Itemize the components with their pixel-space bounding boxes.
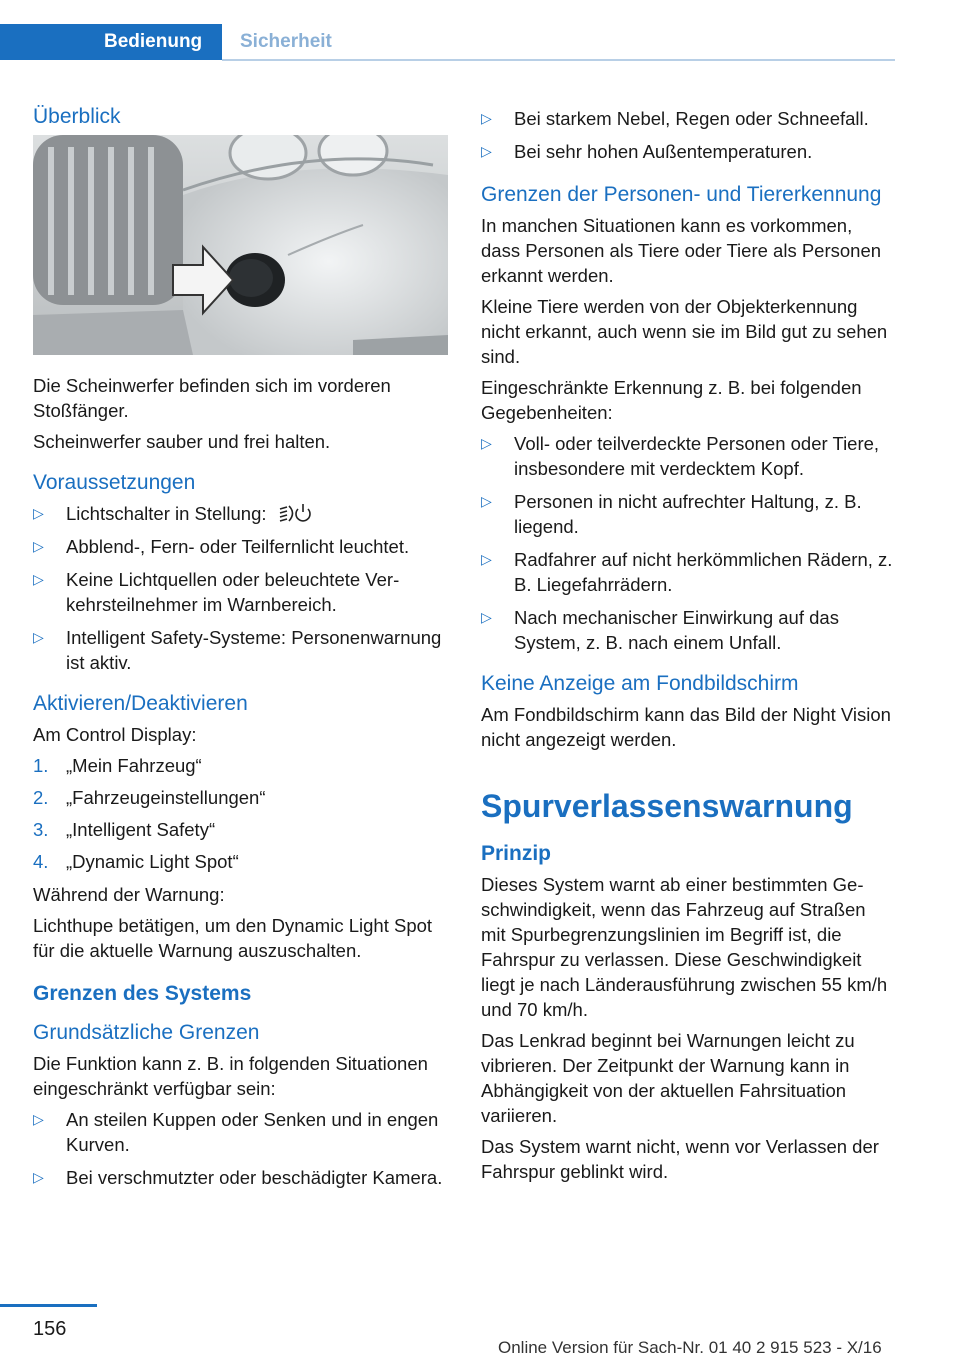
list-item: ▷ Lichtschalter in Stellung: [33, 501, 450, 526]
principle-heading: Prinzip [481, 842, 552, 865]
bullet-icon: ▷ [481, 551, 492, 567]
list-item: 4. „Dynamic Light Spot“ [33, 851, 239, 872]
overview-paragraph-2: Scheinwerfer sauber und frei halten. [33, 431, 331, 452]
principle-paragraph-1: Dieses System warnt ab einer bestimmten Geschwindigkeit, wenn das Fahrzeug auf Straßen mit Spurbegrenzungslinien im Begriff ist, die Fahrspur zu verlassen. Diese Geschwindigkeit liegt je nach Länderausführung zwischen 55 km/h und 70 km/h. [481, 874, 888, 1020]
person-paragraph-1: In manchen Situationen kann es vorkommen, dass Personen als Tiere oder Tiere als Personen erkannt werden. [481, 215, 882, 286]
list-item: ▷ Bei sehr hohen Außentemperaturen. [481, 141, 813, 162]
list-item: 2. „Fahrzeugeinstellungen“ [33, 787, 266, 808]
basic-limits-list-continued [481, 106, 895, 164]
tab-sicherheit[interactable]: Sicherheit [240, 31, 332, 52]
principle-paragraph-2: Das Lenkrad beginnt bei Warnungen leicht zu vibrieren. Der Zeitpunkt der Warnung kann in Abhängigkeit von der aktuellen Fahrsituation variieren. [481, 1030, 855, 1126]
tab-underline [222, 59, 895, 61]
page-number: 156 [33, 1318, 67, 1340]
online-version-note: Online Version für Sach-Nr. 01 40 2 915 523 - X/16 [498, 1338, 882, 1357]
warning-paragraph-2: Lichthupe betätigen, um den Dynamic Light Spot für die aktuelle Warnung auszuschalten. [33, 915, 433, 961]
list-item: ▷ Voll- oder teilverdeckte Personen oder Tiere, insbesondere mit verdecktem Kopf. [481, 433, 880, 479]
bullet-icon: ▷ [33, 505, 44, 521]
person-paragraph-3: Eingeschränkte Erkennung z. B. bei folgenden Gegebenheiten: [481, 377, 862, 423]
basic-limits-list [33, 1107, 450, 1190]
footer-rule [0, 1304, 97, 1307]
bullet-icon: ▷ [481, 143, 492, 159]
bullet-icon: ▷ [33, 1169, 44, 1185]
activate-intro: Am Control Display: [33, 724, 197, 745]
requirements-list [33, 501, 450, 675]
overview-paragraph-1: Die Scheinwerfer befinden sich im vorderen Stoßfänger. [33, 375, 391, 421]
list-item: ▷ Nach mechanischer Einwirkung auf das System, z. B. nach einem Unfall. [481, 607, 839, 653]
requirements-heading: Voraussetzungen [33, 471, 196, 494]
bullet-icon: ▷ [33, 629, 44, 645]
bullet-icon: ▷ [481, 493, 492, 509]
basic-limits-paragraph: Die Funktion kann z. B. in folgenden Situationen eingeschränkt verfügbar sein: [33, 1053, 428, 1099]
bullet-icon: ▷ [481, 435, 492, 451]
bullet-icon: ▷ [481, 609, 492, 625]
person-paragraph-2: Kleine Tiere werden von der Objekterkennung nicht erkannt, auch wenn sie im Bild gut zu sehen sind. [481, 296, 888, 367]
overview-heading: Überblick [33, 105, 121, 128]
list-item: 1. „Mein Fahrzeug“ [33, 755, 202, 776]
chapter-tabs [0, 24, 895, 62]
bullet-icon: ▷ [33, 571, 44, 587]
list-item: ▷ Abblend-, Fern- oder Teilfernlicht leuchtet. [33, 536, 410, 557]
limits-heading: Grenzen des Systems [33, 982, 252, 1005]
basic-limits-heading: Grundsätzliche Grenzen [33, 1021, 260, 1044]
list-item: ▷ Keine Lichtquellen oder beleuchtete Verkehrsteilnehmer im Warnbereich. [33, 569, 400, 615]
bullet-icon: ▷ [33, 538, 44, 554]
person-limits-list [481, 431, 895, 655]
left-column [33, 96, 450, 1198]
bmw-front-bumper-headlight-photo [33, 135, 448, 355]
no-display-heading: Keine Anzeige am Fondbildschirm [481, 672, 799, 695]
list-item: 3. „Intelligent Safety“ [33, 819, 216, 840]
person-limits-heading: Grenzen der Personen- und Tiererkennung [481, 183, 882, 206]
bullet-icon: ▷ [33, 1111, 44, 1127]
lane-warning-heading: Spurverlassenswarnung [481, 788, 853, 824]
list-item: ▷ Bei starkem Nebel, Regen oder Schneefall. [481, 108, 869, 129]
principle-paragraph-3: Das System warnt nicht, wenn vor Verlassen der Fahrspur geblinkt wird. [481, 1136, 879, 1182]
headlight-switch-icon [278, 503, 312, 523]
list-item: ▷ An steilen Kuppen oder Senken und in engen Kurven. [33, 1109, 439, 1155]
activate-steps [33, 753, 450, 874]
warning-paragraph-1: Während der Warnung: [33, 884, 225, 905]
tab-bedienung[interactable]: Bedienung [0, 24, 222, 60]
list-item: ▷ Intelligent Safety-Systeme: Personenwarnung ist aktiv. [33, 627, 442, 673]
no-display-paragraph: Am Fondbildschirm kann das Bild der Night Vision nicht angezeigt werden. [481, 704, 891, 750]
activate-heading: Aktivieren/Deaktivieren [33, 692, 248, 715]
bullet-icon: ▷ [481, 110, 492, 126]
right-column [481, 96, 895, 1190]
list-item: ▷ Bei verschmutzter oder beschädigter Kamera. [33, 1167, 443, 1188]
list-item: ▷ Personen in nicht aufrechter Haltung, z. B. liegend. [481, 491, 862, 537]
list-item: ▷ Radfahrer auf nicht herkömmlichen Rädern, z. B. Liegefahrrädern. [481, 549, 893, 595]
